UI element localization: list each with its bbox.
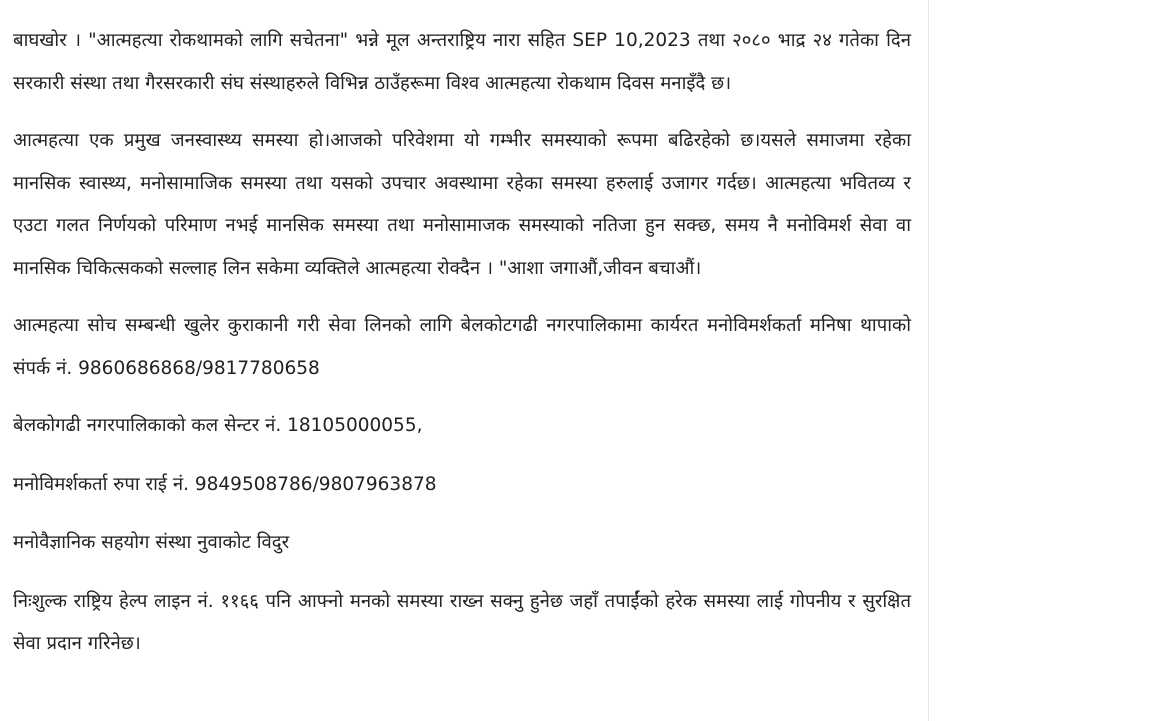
article-paragraph-contact-manisha: आत्महत्या सोच सम्बन्धी खुलेर कुराकानी गरी सेवा लिनको लागि बेलकोटगढी नगरपालिकामा कार्यरत मनोविमर्शकर्ता मनिषा थापाको संपर्क नं. 9860686868/9817780658 bbox=[13, 315, 911, 379]
article-paragraph-main: आत्महत्या एक प्रमुख जनस्वास्थ्य समस्या हो।आजको परिवेशमा यो गम्भीर समस्याको रूपमा बढिरहेको छ।यसले समाजमा रहेका मानसिक स्वास्थ्य, मनोसामाजिक समस्या तथा यसको उपचार अवस्थामा रहेका समस्या हरुलाई उजागर गर्दछ। आत्महत्या भवितव्य र एउटा गलत निर्णयको परिमाण नभई मानसिक समस्या तथा मनोसामाजक समस्याको नतिजा हुन सक्छ, समय नै मनोविमर्श सेवा वा मानसिक चिकित्सकको सल्लाह लिन सकेमा व्यक्तिले आत्महत्या रोक्दैन । "आशा जगाऔं,जीवन बचाऔं। bbox=[13, 130, 911, 279]
article-paragraph-helpline: निःशुल्क राष्ट्रिय हेल्प लाइन नं. ११६६ पनि आफ्नो मनको समस्या राख्न सक्नु हुनेछ जहाँ तपाईंको हरेक समस्या लाई गोपनीय र सुरक्षित सेवा प्रदान गरिनेछ। bbox=[13, 590, 911, 654]
article-paragraph-intro: बाघखोर । "आत्महत्या रोकथामको लागि सचेतना" भन्ने मूल अन्तराष्ट्रिय नारा सहित SEP 10,2023 तथा २०८० भाद्र २४ गतेका दिन सरकारी संस्था तथा गैरसरकारी संघ संस्थाहरुले विभिन्न ठाउँहरूमा विश्व आत्महत्या रोकथाम दिवस मनाइँदै छ। bbox=[13, 30, 911, 94]
article-paragraph-call-center: बेलकोगढी नगरपालिकाको कल सेन्टर नं. 18105000055, bbox=[13, 415, 423, 436]
article-body bbox=[13, 20, 911, 681]
article-paragraph-organization: मनोवैज्ञानिक सहयोग संस्था नुवाकोट विदुर bbox=[13, 532, 290, 553]
article-paragraph-contact-rupa: मनोविमर्शकर्ता रुपा राई नं. 9849508786/9807963878 bbox=[13, 473, 437, 495]
sidebar-area bbox=[929, 0, 1152, 721]
